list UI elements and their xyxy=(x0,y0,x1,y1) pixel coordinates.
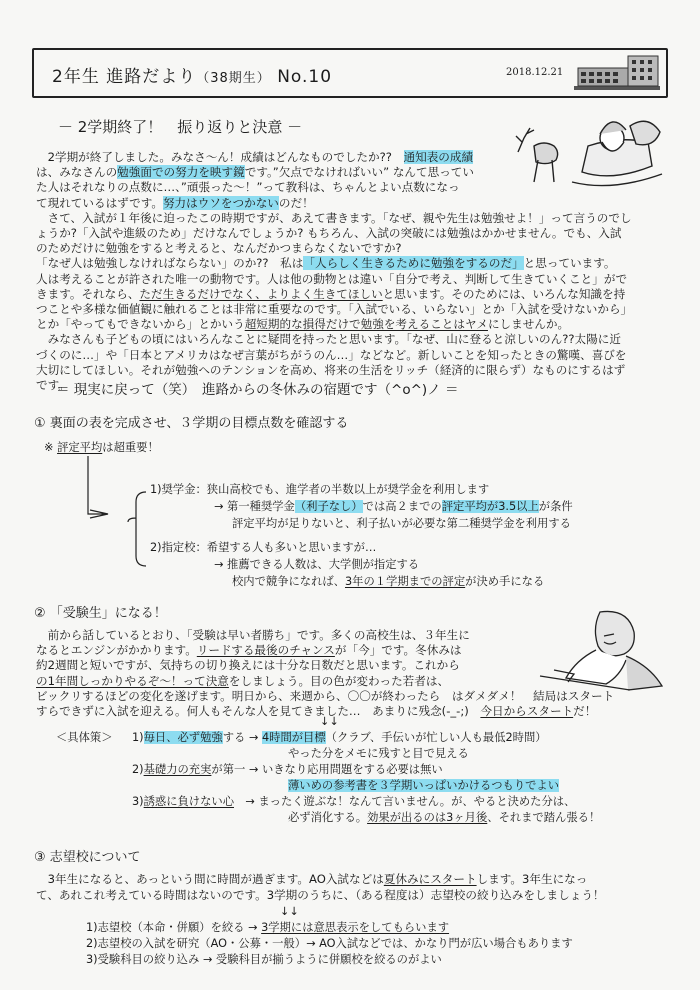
text-segment: ビックリするほどの変化を遂げます。明日から、来週から、〇〇が終わったら はダメダメ！ 結局はスタート xyxy=(36,688,615,703)
text-line xyxy=(36,317,569,332)
text-line xyxy=(214,557,419,572)
text-line xyxy=(132,730,547,745)
title-main: 2年生 進路だより xyxy=(52,67,197,87)
text-segment: 校内で競争になれば、 xyxy=(232,575,345,588)
text-line xyxy=(132,762,443,777)
text-line xyxy=(86,952,442,967)
item2-title: ② 「受験生」になる！ xyxy=(34,606,167,621)
school-building-icon xyxy=(572,50,662,94)
section1-title: － 2学期終了！ 振り返りと決意 － xyxy=(58,118,303,136)
down-arrows-1: ↓↓ xyxy=(320,715,339,728)
text-segment: → まったく遊ぶな！なんて言いません。が、やると決めた分は、 xyxy=(234,795,576,808)
text-segment: 必ず消化する。 xyxy=(288,811,368,824)
text-segment: 大切にしてほしい。それが勉強へのテンションを高め、将来の生活をリッチ（経済的に限らず）なものにするはず xyxy=(36,362,626,377)
underlined-text: 超短期的な損得だけで勉強を考えることはヤメ xyxy=(244,317,488,332)
underlined-text: 3学期には意思表示をしてもらいます xyxy=(261,921,450,934)
text-segment: 2)志望校の入試を研究（AO・公募・一般）→ AO入試などでは、かなり門が広い場合もあります xyxy=(86,937,573,950)
text-segment: 1)志望校（本命・併願）を絞る → xyxy=(86,921,262,934)
underlined-text: リードする最後のチャンス xyxy=(196,643,335,658)
highlighted-text: 「人らしく生きるために勉強をするのだ」 xyxy=(303,256,524,271)
studying-student-icon xyxy=(530,606,670,694)
text-line xyxy=(36,674,449,689)
highlighted-text: 努力はウソをつかない xyxy=(162,195,279,210)
text-line xyxy=(132,794,575,809)
text-segment: 2) xyxy=(132,763,144,776)
text-segment: 、それまで踏ん張る！ xyxy=(487,811,601,824)
text-segment: 評定平均が足りないと、利子払いが必要な第二種奨学金を利用する xyxy=(232,517,571,530)
policy-label: ＜具体策＞ xyxy=(56,731,113,744)
text-line xyxy=(86,920,449,935)
text-segment: が第一 → いきなり応用問題をする必要は無い xyxy=(211,763,443,776)
text-line xyxy=(288,746,469,761)
underlined-text: の1年間しっかりやるぞ～！って決意 xyxy=(36,673,229,688)
text-segment: のためだけに勉強をすると考えると、なんだかつまらなくないですか? xyxy=(36,241,402,256)
text-segment: と思っています。 xyxy=(523,256,616,271)
text-line xyxy=(36,658,460,673)
newsletter-title xyxy=(52,62,332,87)
text-segment: 前から話しているとおり、「受験は早い者勝ち」です。多くの高校生は、３年生に xyxy=(36,628,470,642)
text-line xyxy=(36,180,460,195)
text-segment: のだ！ xyxy=(278,195,314,210)
text-line xyxy=(36,165,474,180)
text-segment: て現れているはずです。 xyxy=(36,195,163,210)
text-segment: → 第一種奨学金 xyxy=(214,500,295,513)
text-line xyxy=(288,810,600,825)
text-segment: だ！ xyxy=(573,704,597,718)
text-segment: は、みなさんの xyxy=(36,165,118,180)
text-segment: する → xyxy=(222,731,262,744)
text-segment: た人はそれなりの点数に…、”頑張った～！”って教科は、ちゃんとよい点数になっ xyxy=(36,180,460,195)
text-segment: が決め手になる xyxy=(465,575,545,588)
text-line xyxy=(36,226,621,241)
text-segment: やった分をメモに残すと目で見える xyxy=(288,747,469,760)
text-segment: ょうか?「入試や進級のため」だけなんでしょうか? もちろん、入試の突破には勉強はかかせません。でも、入試 xyxy=(36,226,622,240)
underlined-text: 3年の１学期までの評定 xyxy=(344,575,466,588)
item3-title: ③ 志望校について xyxy=(34,850,141,865)
underlined-text: 夏休みにスタート xyxy=(383,872,477,886)
text-line xyxy=(36,241,402,256)
text-segment: 2)指定校：希望する人も多いと思いますが… xyxy=(150,541,377,554)
text-line xyxy=(36,150,473,165)
text-segment: すらできずに入試を迎える。何人もそんな人を見てきました… あまりに残念(-_-;) xyxy=(36,704,481,718)
text-segment: 人は考えることが許された唯一の動物です。人は他の動物とは違い「自分で考え、判断して生きていくこと」がで xyxy=(36,271,628,286)
text-line xyxy=(36,628,470,643)
text-line xyxy=(36,689,614,704)
issue-date: 2018.12.21 xyxy=(506,67,564,78)
text-segment: では高２までの xyxy=(362,500,442,513)
santa-sleigh-icon xyxy=(512,112,672,196)
text-line xyxy=(150,482,489,497)
text-line xyxy=(36,888,605,903)
title-number: No.10 xyxy=(277,67,333,87)
branch-bracket xyxy=(86,452,156,570)
text-segment: とか「やってもできないから」とかいう xyxy=(36,317,245,332)
underlined-text: ただ生きるだけでなく、よりよく生きてほしい xyxy=(139,286,383,301)
highlighted-text: （利子なし） xyxy=(294,500,363,513)
text-segment: をしましょう。目の色が変わった若者は、 xyxy=(228,673,450,688)
text-segment: にしませんか。 xyxy=(487,317,570,332)
underlined-text: 基礎力の充実 xyxy=(143,763,212,776)
text-segment: 「なぜ人は勉強しなければならない」のか?? 私は xyxy=(36,256,304,271)
text-line xyxy=(36,287,625,302)
text-segment: づくのに…」や「日本とアメリカはなぜ言葉がちがうのん…」などなど。新しいことを知ったときの驚嘆、喜びを xyxy=(36,347,627,362)
underlined-text: 今日からスタート xyxy=(480,704,574,718)
highlighted-text: 毎日、必ず勉強 xyxy=(143,731,223,744)
text-segment: が「今」です。冬休みは xyxy=(334,643,462,658)
text-line xyxy=(36,348,626,363)
section2-title: ＝ 現実に戻って（笑） 進路からの冬休みの宿題です（^o^)ノ ＝ xyxy=(56,382,459,398)
text-line xyxy=(36,302,632,317)
note-rest: は超重要！ xyxy=(102,441,159,454)
text-line xyxy=(36,332,621,347)
down-arrows-2: ↓↓ xyxy=(280,905,299,918)
text-line xyxy=(288,778,559,793)
text-segment: つことや多様な価値観に触れることは非常に重要なのです。「入試でいる、いらない」とか「入試を受けないから」 xyxy=(36,302,633,316)
note-mark: ※ xyxy=(44,441,58,454)
text-segment: さて、入試が１年後に迫ったこの時期ですが、あえて書きます。「なぜ、親や先生は勉強せよ！」って言うのでし xyxy=(36,210,632,225)
text-line xyxy=(36,272,627,287)
text-line xyxy=(36,872,587,887)
highlighted-text: 薄いめの参考書を３学期いっぱいかけるつもりでよい xyxy=(288,779,560,792)
text-segment: → 推薦できる人数は、大学側が指定する xyxy=(214,558,420,571)
text-line xyxy=(232,574,544,589)
highlighted-text: 評定平均が3.5以上 xyxy=(441,500,539,513)
text-line xyxy=(36,256,616,271)
highlighted-text: 通知表の成績 xyxy=(403,150,474,164)
text-segment: 1) xyxy=(132,731,144,744)
text-line xyxy=(36,704,596,719)
text-segment: です。 xyxy=(36,378,70,392)
text-segment: が条件 xyxy=(538,500,573,513)
text-line xyxy=(36,211,632,226)
underlined-text: 効果が出るのは3ヶ月後 xyxy=(367,811,488,824)
text-segment: 3) xyxy=(132,795,144,808)
highlighted-text: 勉強面での努力を映す鏡 xyxy=(117,165,245,180)
text-line xyxy=(232,516,571,531)
text-segment: と思います。そのためには、いろんな知識を持 xyxy=(382,286,626,301)
text-segment: きます。それなら、 xyxy=(36,286,140,301)
text-segment: です。”欠点でなければいい” なんて思ってい xyxy=(244,165,474,180)
text-line xyxy=(86,936,573,951)
text-line xyxy=(150,540,376,555)
text-segment: 約2週間と短いですが、気持ちの切り換えには十分な日数だと思います。これから xyxy=(36,658,460,673)
text-segment: 3年生になると、あっという間に時間が過ぎます。AO入試などは xyxy=(36,872,384,886)
underlined-text: 誘惑に負けない心 xyxy=(143,795,234,808)
text-line xyxy=(36,643,462,658)
text-segment: します。3年生になっ xyxy=(476,872,588,886)
text-line xyxy=(36,363,625,378)
note-highlight: 評定平均 xyxy=(57,441,103,454)
text-segment: 2学期が終了しました。みなさ～ん！成績はどんなものでしたか?? xyxy=(36,150,404,164)
text-line xyxy=(36,196,314,211)
title-sub: （38期生） xyxy=(196,71,271,86)
highlighted-text: 4時間が目標 xyxy=(261,731,326,744)
text-segment: 1)奨学金：狭山高校でも、進学者の半数以上が奨学金を利用します xyxy=(150,483,490,496)
item1-title: ① 裏面の表を完成させ、３学期の目標点数を確認する xyxy=(34,416,349,431)
text-line xyxy=(214,499,573,514)
text-segment: て、あれこれ考えている時間はないのです。3学期のうちに、（ある程度は）志望校の絞り込みをしましょう！ xyxy=(36,888,605,902)
text-segment: なるとエンジンがかかります。 xyxy=(36,643,197,658)
text-segment: みなさんも子どもの頃にはいろんなことに疑問を持ったと思います。「なぜ、山に登ると涼しいのん??太陽に近 xyxy=(36,332,621,347)
text-segment: （クラブ、手伝いが忙しい人も最低2時間） xyxy=(325,731,547,744)
text-segment: 3)受験科目の絞り込み → 受験科目が揃うように併願校を絞るのがよい xyxy=(86,953,442,966)
